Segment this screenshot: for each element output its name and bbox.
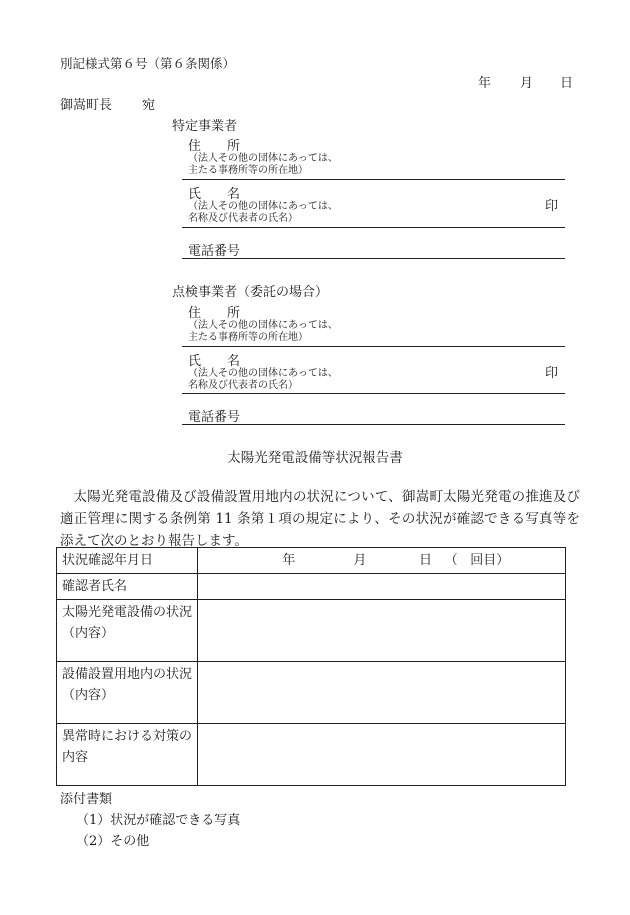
- operator-phone-label: 電話番号: [188, 244, 241, 259]
- attachment-item-other: （2）その他: [76, 834, 150, 849]
- inspector-name-label: 氏 名: [188, 354, 241, 369]
- report-title: 太陽光発電設備等状況報告書: [227, 450, 403, 466]
- inspector-seal: 印: [545, 366, 559, 381]
- table-row: [57, 548, 566, 574]
- check-date-year: 年: [282, 553, 296, 568]
- countermeasures-field[interactable]: [198, 724, 566, 786]
- table-row: [57, 662, 566, 724]
- equipment-status-field[interactable]: [198, 600, 566, 662]
- row-label-check-date: 状況確認年月日: [57, 548, 198, 574]
- inspector-name-line: [182, 393, 565, 394]
- operator-address-line: [182, 179, 565, 180]
- row-label-equipment-status: 太陽光発電設備の状況（内容）: [57, 600, 198, 662]
- date-year: 年: [478, 76, 492, 91]
- form-number: 別記様式第６号（第６条関係）: [60, 56, 236, 71]
- inspector-phone-line: [182, 424, 565, 425]
- check-date-count: 回目）: [470, 553, 510, 568]
- check-date-field[interactable]: [198, 548, 566, 574]
- operator-address-label: 住 所: [188, 139, 241, 154]
- addressee-name: 御嵩町長: [60, 98, 113, 113]
- addressee-suffix: 宛: [142, 98, 156, 113]
- operator-heading: 特定事業者: [172, 119, 238, 134]
- checker-name-field[interactable]: [198, 574, 566, 600]
- date-day: 日: [560, 76, 574, 91]
- operator-name-line: [182, 227, 565, 228]
- inspector-phone-label: 電話番号: [188, 410, 241, 425]
- check-date-day: 日: [418, 553, 432, 568]
- operator-phone-line: [182, 258, 565, 259]
- row-label-checker-name: 確認者氏名: [57, 574, 198, 600]
- attachments-heading: 添付書類: [60, 792, 113, 807]
- inspector-name-note: （法人その他の団体にあっては、 名称及び代表者の氏名）: [188, 368, 338, 391]
- row-label-countermeasures: 異常時における対策の内容: [57, 724, 198, 786]
- site-status-field[interactable]: [198, 662, 566, 724]
- check-date-month: 月: [353, 553, 367, 568]
- report-body: 太陽光発電設備及び設備設置用地内の状況について、御嵩町太陽光発電の推進及び適正管理に関する条例第 11 条第１項の規定により、その状況が確認できる写真等を添えて次のとおり報告します。: [60, 489, 580, 549]
- inspector-address-note: （法人その他の団体にあっては、 主たる事務所等の所在地）: [188, 320, 338, 343]
- operator-name-label: 氏 名: [188, 187, 241, 202]
- attachment-item-photos: （1）状況が確認できる写真: [76, 813, 241, 828]
- table-row: [57, 574, 566, 600]
- date-month: 月: [520, 76, 534, 91]
- check-date-open: （: [444, 553, 458, 568]
- report-table: [56, 547, 566, 786]
- operator-address-note: （法人その他の団体にあっては、 主たる事務所等の所在地）: [188, 153, 338, 176]
- inspector-address-label: 住 所: [188, 306, 241, 321]
- inspector-heading: 点検事業者（委託の場合）: [172, 285, 329, 300]
- inspector-address-line: [182, 346, 565, 347]
- row-label-site-status: 設備設置用地内の状況（内容）: [57, 662, 198, 724]
- operator-seal: 印: [545, 199, 559, 214]
- table-row: [57, 600, 566, 662]
- table-row: [57, 724, 566, 786]
- operator-name-note: （法人その他の団体にあっては、 名称及び代表者の氏名）: [188, 201, 338, 224]
